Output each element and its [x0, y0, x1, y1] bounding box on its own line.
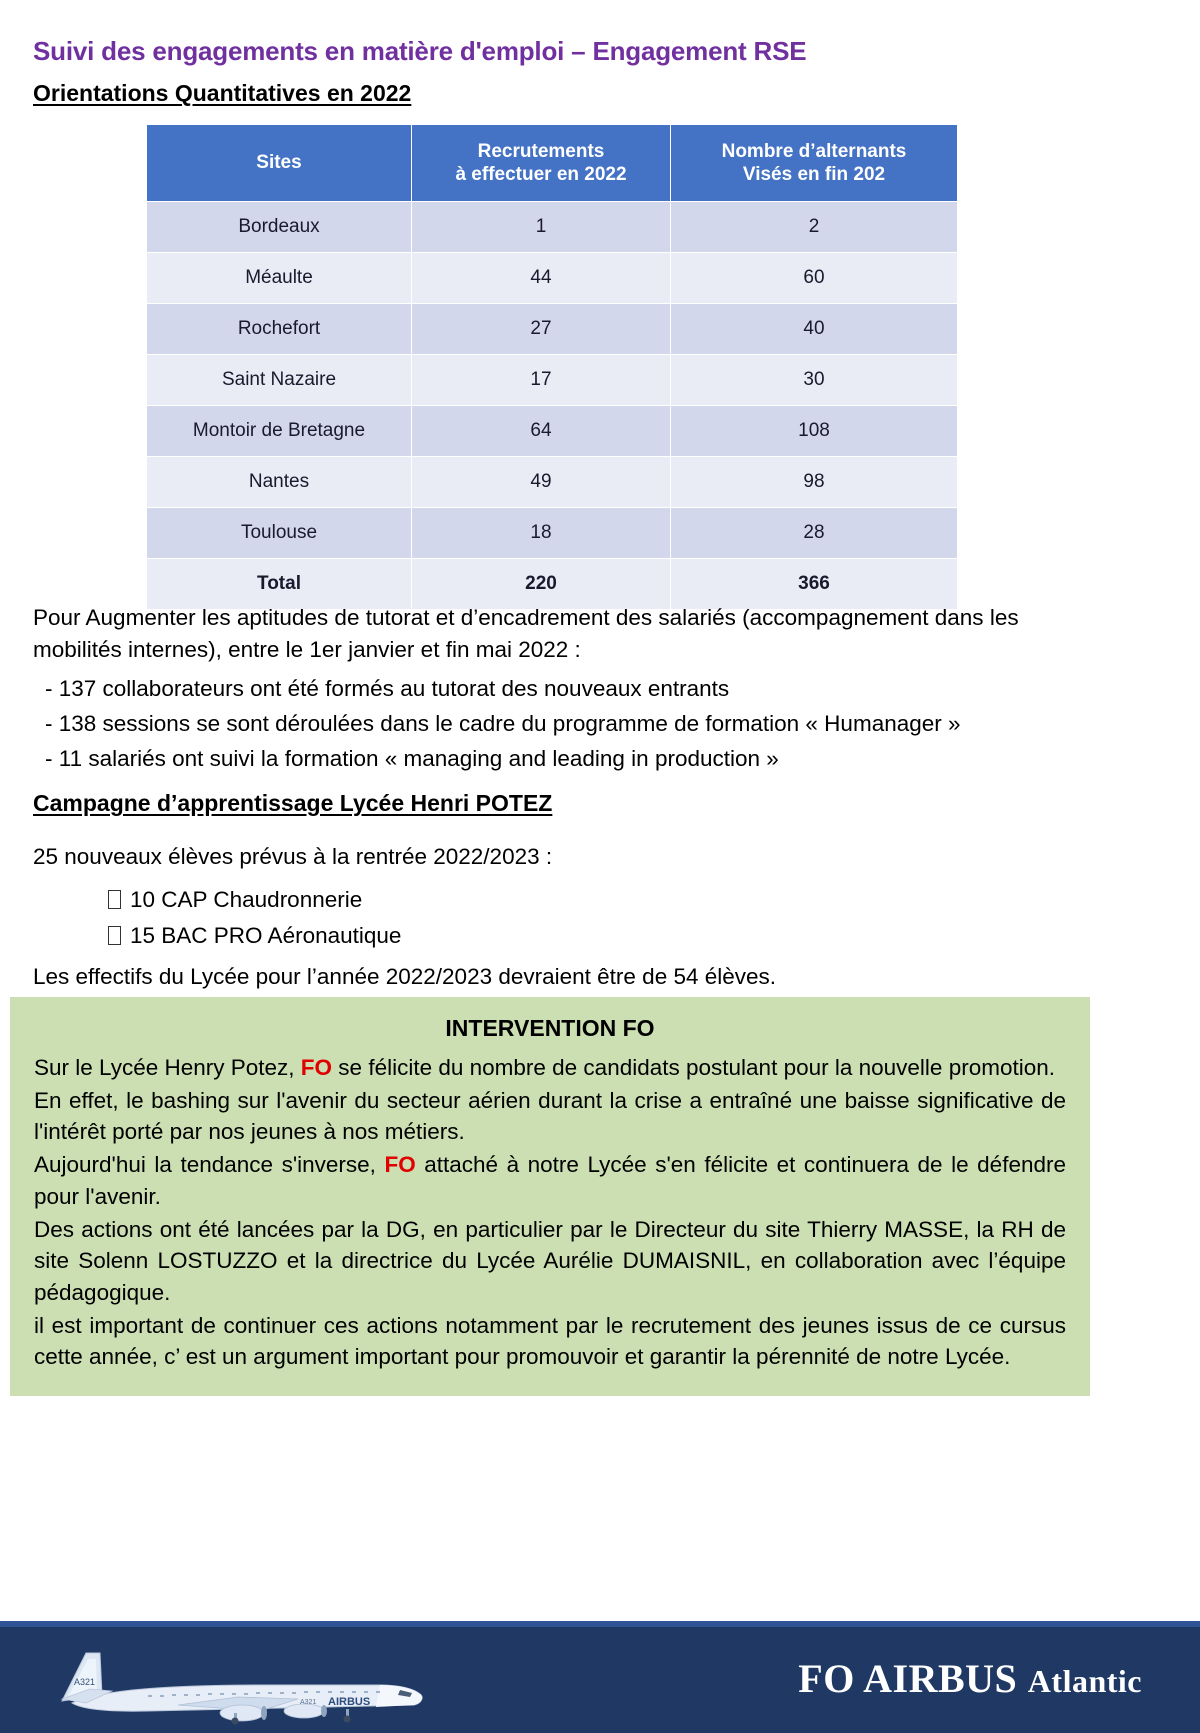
- text-part: il est important de continuer ces actions notamment par le recrutement des jeunes issus de ce cursus cette année, c’ est un argument important pour promouvoir et garantir la pérennité de notre Lycée.: [34, 1312, 1066, 1370]
- footer-accent-stripe: [0, 1621, 1200, 1627]
- table-row: [147, 202, 957, 252]
- cell-site: Saint Nazaire: [147, 355, 411, 405]
- cell-recrutements: 18: [412, 508, 670, 558]
- cell-recrutements: 17: [412, 355, 670, 405]
- campagne-item-list: [33, 882, 1063, 955]
- cell-recrutements: 49: [412, 457, 670, 507]
- aircraft-tail-label: A321: [74, 1677, 96, 1687]
- cell-alternants: 108: [671, 406, 957, 456]
- footer-brand: [798, 1655, 1142, 1702]
- column-header-alternants-line2: Visés en fin 202: [742, 164, 886, 185]
- intervention-paragraph: [34, 1214, 1066, 1309]
- cell-total-label: Total: [147, 559, 411, 609]
- recruitment-table: [146, 124, 958, 610]
- cell-alternants: 30: [671, 355, 957, 405]
- list-item: [108, 882, 1063, 918]
- table-row: [147, 457, 957, 507]
- empty-box-glyph-icon: [108, 890, 121, 909]
- page-title: Suivi des engagements en matière d'emploi – Engagement RSE: [33, 36, 807, 66]
- column-header-alternants: [671, 125, 957, 201]
- cell-site: Bordeaux: [147, 202, 411, 252]
- recruitment-table-wrapper: [146, 124, 932, 610]
- text-part: Aujourd'hui la tendance s'inverse,: [34, 1152, 385, 1178]
- text-part: Des actions ont été lancées par la DG, en particulier par le Directeur du site Thierry MASSE, la RH de site Solenn LOSTUZZO et la directrice du Lycée Aurélie DUMAISNIL, en collaboration avec l’équipe pédagogique.: [34, 1216, 1066, 1306]
- list-item: [108, 918, 1063, 954]
- list-item: - 11 salariés ont suivi la formation « managing and leading in production »: [45, 745, 779, 771]
- table-row: [147, 508, 957, 558]
- intervention-fo-title: INTERVENTION FO: [445, 1015, 655, 1041]
- cell-alternants: 2: [671, 202, 957, 252]
- column-header-sites: [147, 125, 411, 201]
- intervention-fo-box: [10, 997, 1090, 1396]
- campagne-section: [33, 841, 1063, 993]
- cell-total-recrutements: 220: [412, 559, 670, 609]
- svg-text:A321: A321: [300, 1699, 317, 1706]
- tutorat-intro-line2: les mobilités internes), entre le 1er janvier et fin mai 2022 :: [33, 605, 1019, 662]
- text-part: En effet, le bashing sur l'avenir du secteur aérien durant la crise a entraîné une baisse significative de l'intérêt porté par nos jeunes à nos métiers.: [34, 1087, 1066, 1145]
- fo-highlight: FO: [300, 1055, 333, 1080]
- table-row: [147, 304, 957, 354]
- intervention-paragraph: [34, 1149, 1066, 1212]
- table-header-row: [147, 125, 957, 201]
- table-header: [147, 125, 957, 201]
- cell-alternants: 98: [671, 457, 957, 507]
- campagne-footer-text: Les effectifs du Lycée pour l’année 2022/2023 devraient être de 54 élèves.: [33, 963, 777, 989]
- cell-recrutements: 1: [412, 202, 670, 252]
- list-item: - 138 sessions se sont déroulées dans le cadre du programme de formation « Humanager »: [45, 710, 961, 736]
- tutorat-intro-line1: Pour Augmenter les aptitudes de tutorat et d’encadrement des salariés (accompagnement dans: [33, 605, 984, 630]
- intervention-paragraph: [34, 1052, 1066, 1084]
- cell-alternants: 40: [671, 304, 957, 354]
- cell-site: Méaulte: [147, 253, 411, 303]
- intervention-paragraph: [34, 1310, 1066, 1373]
- column-header-alternants-line1: Nombre d’alternants: [721, 140, 907, 162]
- column-header-recrutements-line2: à effectuer en 2022: [455, 164, 627, 185]
- cell-recrutements: 44: [412, 253, 670, 303]
- aircraft-livery-label: AIRBUS: [328, 1696, 371, 1708]
- text-part: Sur le Lycée Henry Potez,: [34, 1055, 301, 1080]
- footer-brand-main: FO AIRBUS: [798, 1656, 1028, 1701]
- cell-total-alternants: 366: [671, 559, 957, 609]
- list-item-label: 15 BAC PRO Aéronautique: [130, 923, 402, 949]
- cell-site: Montoir de Bretagne: [147, 406, 411, 456]
- column-header-recrutements: [412, 125, 670, 201]
- tutorat-section: [33, 602, 1063, 777]
- cell-site: Rochefort: [147, 304, 411, 354]
- list-item: - 137 collaborateurs ont été formés au tutorat des nouveaux entrants: [45, 675, 730, 701]
- table-body: [147, 202, 957, 609]
- tutorat-intro: [33, 602, 1063, 666]
- cell-recrutements: 64: [412, 406, 670, 456]
- cell-site: Nantes: [147, 457, 411, 507]
- table-row: [147, 355, 957, 405]
- column-header-sites-label: Sites: [256, 152, 302, 174]
- page-subtitle: Orientations Quantitatives en 2022: [33, 80, 412, 106]
- tutorat-bullet-list: [33, 672, 1063, 777]
- table-row: [147, 253, 957, 303]
- campagne-intro: 25 nouveaux élèves prévus à la rentrée 2022/2023 :: [33, 844, 553, 869]
- footer-brand-tail: Atlantic: [1027, 1663, 1142, 1699]
- airbus-aircraft-icon: [28, 1629, 468, 1733]
- fo-highlight: FO: [384, 1152, 416, 1178]
- column-header-recrutements-line1: Recrutements: [477, 140, 605, 162]
- campagne-heading: Campagne d’apprentissage Lycée Henri POTEZ: [33, 790, 553, 816]
- cell-alternants: 60: [671, 253, 957, 303]
- cell-site: Toulouse: [147, 508, 411, 558]
- text-part: se félicite du nombre de candidats postulant pour la nouvelle promotion.: [332, 1055, 1055, 1080]
- cell-recrutements: 27: [412, 304, 670, 354]
- table-row: [147, 406, 957, 456]
- cell-alternants: 28: [671, 508, 957, 558]
- intervention-paragraph: [34, 1085, 1066, 1148]
- list-item-label: 10 CAP Chaudronnerie: [130, 886, 363, 912]
- page-footer: [0, 1621, 1200, 1733]
- empty-box-glyph-icon: [108, 926, 121, 945]
- text-part: attaché à notre Lycée s'en félicite et continuera de le défendre pour l'avenir.: [34, 1152, 1066, 1209]
